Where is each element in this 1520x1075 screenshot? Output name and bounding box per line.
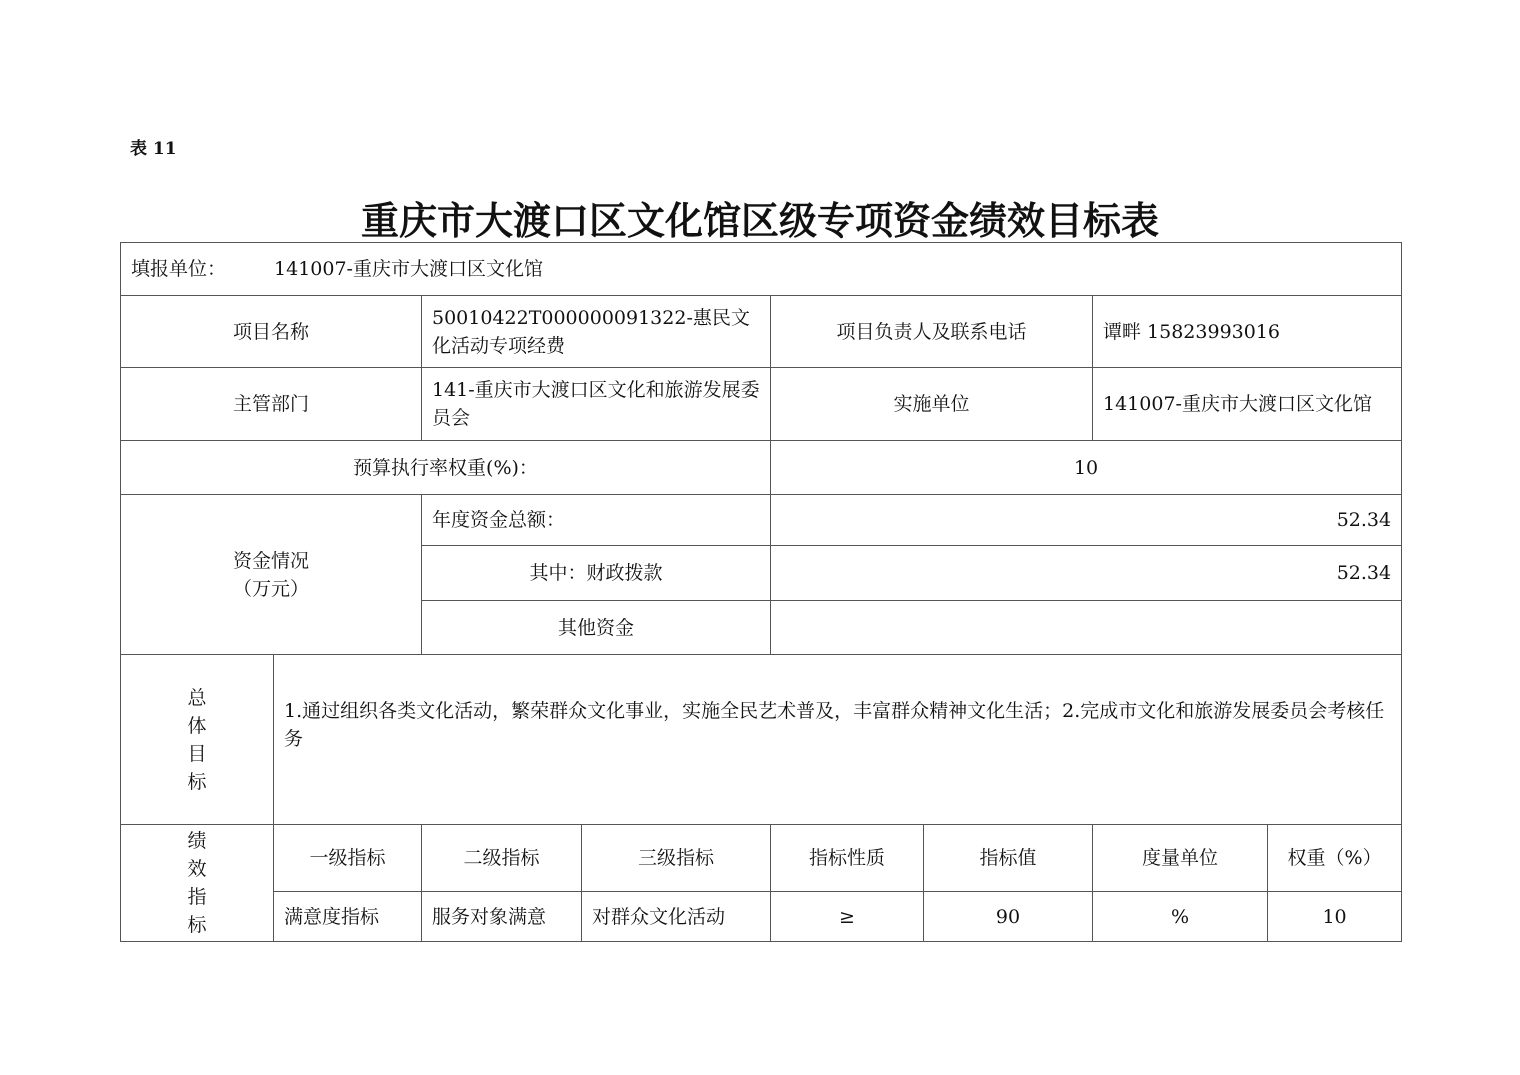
goal-row <box>121 655 1402 825</box>
funds-label-line2: （万元） <box>232 577 309 600</box>
header-weight: 权重（%） <box>1268 825 1402 892</box>
row-level3: 对群众文化活动 <box>582 892 771 942</box>
contact-value: 谭畔 15823993016 <box>1093 296 1402 368</box>
funds-annual-row <box>121 495 1402 546</box>
dept-value: 141-重庆市大渡口区文化和旅游发展委员会 <box>422 368 771 441</box>
unit-row <box>121 243 1402 296</box>
header-level3: 三级指标 <box>582 825 771 892</box>
dept-label: 主管部门 <box>121 368 422 441</box>
fiscal-funds-label: 其中：财政拨款 <box>422 546 771 601</box>
indicator-label <box>121 825 274 942</box>
goal-label-char: 目 <box>187 742 207 765</box>
header-nature: 指标性质 <box>771 825 924 892</box>
project-name-value: 50010422T000000091322-惠民文化活动专项经费 <box>422 296 771 368</box>
contact-label: 项目负责人及联系电话 <box>771 296 1093 368</box>
header-value: 指标值 <box>924 825 1093 892</box>
header-level1: 一级指标 <box>274 825 422 892</box>
budget-weight-label: 预算执行率权重(%)： <box>121 441 771 495</box>
row-weight: 10 <box>1268 892 1402 942</box>
header-level2: 二级指标 <box>422 825 582 892</box>
row-level1: 满意度指标 <box>274 892 422 942</box>
indicator-header-row <box>121 825 1402 892</box>
unit-label: 填报单位： <box>131 258 227 280</box>
dept-row <box>121 368 1402 441</box>
funds-label-line1: 资金情况 <box>232 549 309 572</box>
funds-label <box>121 495 422 655</box>
annual-funds-value: 52.34 <box>771 495 1402 546</box>
impl-unit-value: 141007-重庆市大渡口区文化馆 <box>1093 368 1402 441</box>
project-row <box>121 296 1402 368</box>
indicator-label-char: 标 <box>187 914 207 936</box>
row-unit: % <box>1093 892 1268 942</box>
indicator-label-char: 绩 <box>187 830 207 852</box>
document-title: 重庆市大渡口区文化馆区级专项资金绩效目标表 <box>360 199 1159 243</box>
other-funds-value <box>771 601 1402 655</box>
row-nature: ≥ <box>771 892 924 942</box>
goal-label-char: 总 <box>187 686 207 709</box>
fiscal-funds-value: 52.34 <box>771 546 1402 601</box>
header-unit: 度量单位 <box>1093 825 1268 892</box>
unit-value: 141007-重庆市大渡口区文化馆 <box>274 258 543 280</box>
goal-label-char: 体 <box>187 714 207 737</box>
goal-text: 1.通过组织各类文化活动，繁荣群众文化事业，实施全民艺术普及，丰富群众精神文化生活；2.完成市文化和旅游发展委员会考核任务 <box>274 655 1402 825</box>
table-number: 表 11 <box>130 139 177 159</box>
impl-unit-label: 实施单位 <box>771 368 1093 441</box>
unit-cell <box>121 243 1402 296</box>
other-funds-label: 其他资金 <box>422 601 771 655</box>
annual-funds-label: 年度资金总额： <box>422 495 771 546</box>
indicator-label-char: 效 <box>187 858 207 880</box>
budget-weight-value: 10 <box>771 441 1402 495</box>
indicator-label-char: 指 <box>187 886 207 908</box>
row-value: 90 <box>924 892 1093 942</box>
project-name-label: 项目名称 <box>121 296 422 368</box>
goal-label <box>121 655 274 825</box>
goal-label-char: 标 <box>187 770 207 793</box>
performance-target-table <box>120 242 1402 942</box>
budget-row <box>121 441 1402 495</box>
table-row <box>121 892 1402 942</box>
row-level2: 服务对象满意 <box>422 892 582 942</box>
